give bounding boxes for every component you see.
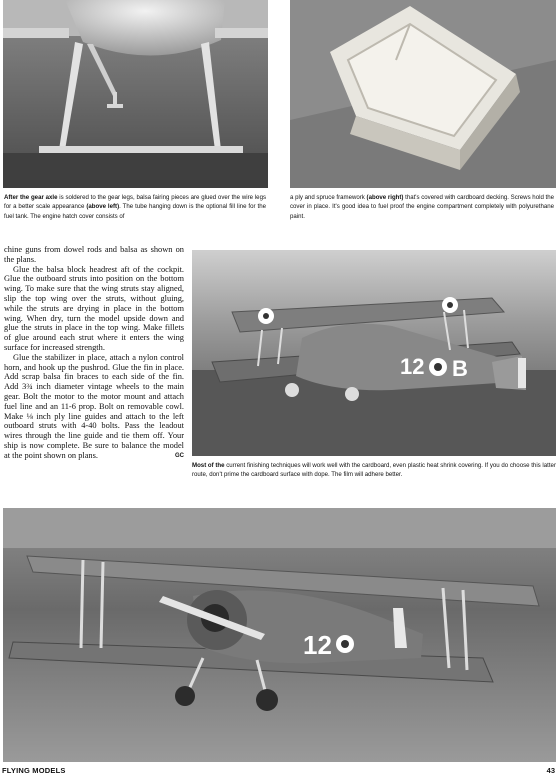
caption-text: is soldered to the gear legs, balsa fairing pieces are glued over the wire legs for a better scale appearance bbox=[4, 194, 267, 211]
caption-text: that's covered with cardboard decking. Screws hold the cover in place. It's good idea to fuel proof the engine compartment completely with polyurethane paint. bbox=[290, 194, 554, 220]
article-paragraph bbox=[4, 353, 184, 461]
caption-lead: After the gear axle bbox=[4, 194, 58, 201]
caption-ref: (above left) bbox=[86, 203, 120, 211]
plane-letter-text: B bbox=[452, 356, 468, 381]
caption-text: . The tube hanging down is the optional fill line for the fuel tank. The engine hatch cover consists of bbox=[4, 203, 266, 220]
caption-text: current finishing techniques will work well with the cardboard, even plastic heat shrink covering. If you do choose this latter route, don't prime the cardboard surface with dope. The film will adhere better. bbox=[192, 462, 556, 479]
caption-gear-axle bbox=[4, 193, 266, 221]
caption-hatch-cover bbox=[290, 193, 554, 221]
photo-gear-axle bbox=[3, 0, 268, 188]
caption-ref: (above right) bbox=[366, 194, 404, 201]
photo-biplane-side bbox=[192, 250, 556, 456]
article-paragraph: Glue the balsa block headrest aft of the cockpit. Glue the outboard struts into position on the bottom wing. To make sure that the wing struts stay aligned, slip the top wing over the struts, without gluing, while the struts are drying in place in the bottom wing. When dry, turn the model upside down and glue the struts in place in the top wing. Make fillets of glue around each strut where it enters the wing surface for increased strength. bbox=[4, 264, 184, 352]
photo-biplane-front bbox=[3, 508, 556, 762]
caption-finishing bbox=[192, 461, 556, 480]
footer-magazine-name: FLYING MODELS bbox=[2, 766, 66, 775]
article-paragraph: chine guns from dowel rods and balsa as shown on the plans. bbox=[4, 245, 184, 264]
caption-lead: Most of the bbox=[192, 462, 225, 469]
article-paragraph-text: Glue the stabilizer in place, attach a nylon control horn, and hook up the pushrod. Glue the fin in place. Add scrap balsa fin braces to each side of the fin. Add 3¾ inch diameter vintage wheels to the main gear. Bolt the motor to the motor mount and attach fuel line and an 11-6 prop. Bolt on removable cowl. Make ⅛ inch ply line guides and attach to the left outboard struts with 4-40 bolts. Pass the leadout wires through the line guide and tie them off. Your ship is now complete. Be sure to balance the model at the point shown on plans. bbox=[4, 352, 184, 460]
plane-number-text: 12 bbox=[400, 354, 425, 379]
photo-hatch-cover bbox=[290, 0, 556, 188]
caption-text: a ply and spruce framework bbox=[290, 194, 367, 201]
article-text bbox=[4, 245, 184, 462]
end-mark: GC bbox=[175, 452, 184, 459]
footer-page-number: 43 bbox=[546, 766, 555, 775]
plane-number-text: 12 bbox=[303, 630, 332, 660]
